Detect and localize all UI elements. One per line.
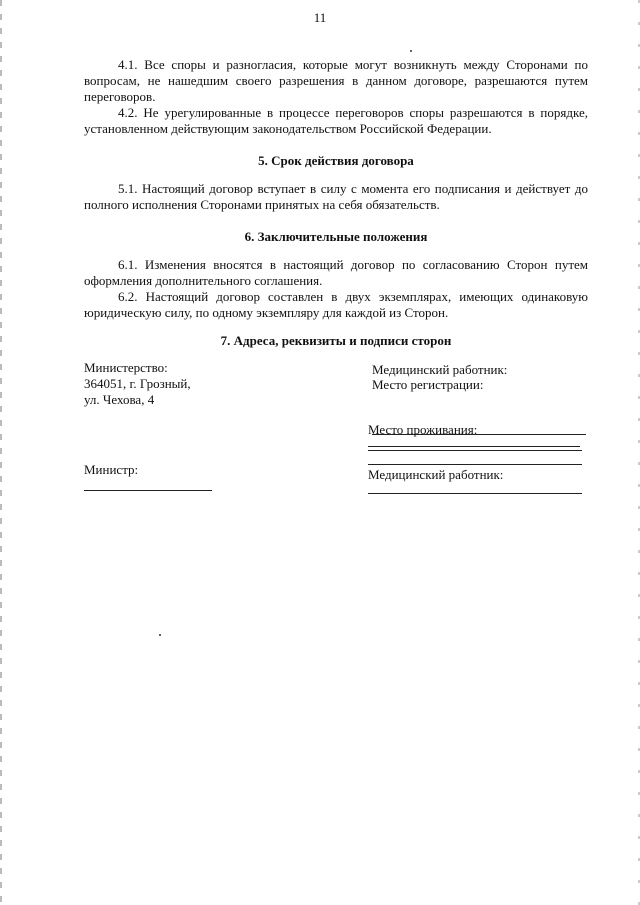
ministry-street: ул. Чехова, 4 [84,392,155,407]
paragraph-4-1: 4.1. Все споры и разногласия, которые могут возникнуть между Сторонами по вопросам, не нашедшим своего разрешения в данном договоре, разрешаются путем переговоров. [84,57,588,104]
ministry-label: Министерство: [84,360,168,375]
worker-sign-label: Медицинский работник: [368,467,504,482]
section-7-title: 7. Адреса, реквизиты и подписи сторон [220,333,452,348]
scan-speck [410,50,412,52]
section-5 [84,181,588,213]
page-number: 11 [313,10,327,25]
scan-speck [159,634,161,636]
registration-line-2 [368,446,580,447]
residence-line-1 [368,450,582,451]
residence-label: Место проживания: [368,422,478,437]
ministry-city: 364051, г. Грозный, [84,376,191,391]
registration-label: Место регистрации: [372,377,484,392]
section-6-title: 6. Заключительные положения [244,229,428,244]
paragraph-6-2: 6.2. Настоящий договор составлен в двух экземплярах, имеющих одинаковую юридическую силу, по одному экземпляру для каждой из Сторон. [84,289,588,320]
worker-signature-line [368,493,582,494]
minister-label: Министр: [84,462,139,477]
minister-signature-line [84,490,212,491]
worker-label: Медицинский работник: [372,362,508,377]
section-5-title: 5. Срок действия договора [258,153,414,168]
scan-left-edge [0,0,2,905]
section-6 [84,257,588,321]
section-4 [84,57,588,137]
paragraph-5-1: 5.1. Настоящий договор вступает в силу с момента его подписания и действует до полного исполнения Сторонами принятых на себя обязательств. [84,181,588,212]
residence-line-2 [368,464,582,465]
paragraph-6-1: 6.1. Изменения вносятся в настоящий договор по согласованию Сторон путем оформления дополнительного соглашения. [84,257,588,288]
paragraph-4-2: 4.2. Не урегулированные в процессе переговоров споры разрешаются в порядке, установленном действующим законодательством Российской Федерации. [84,105,588,136]
